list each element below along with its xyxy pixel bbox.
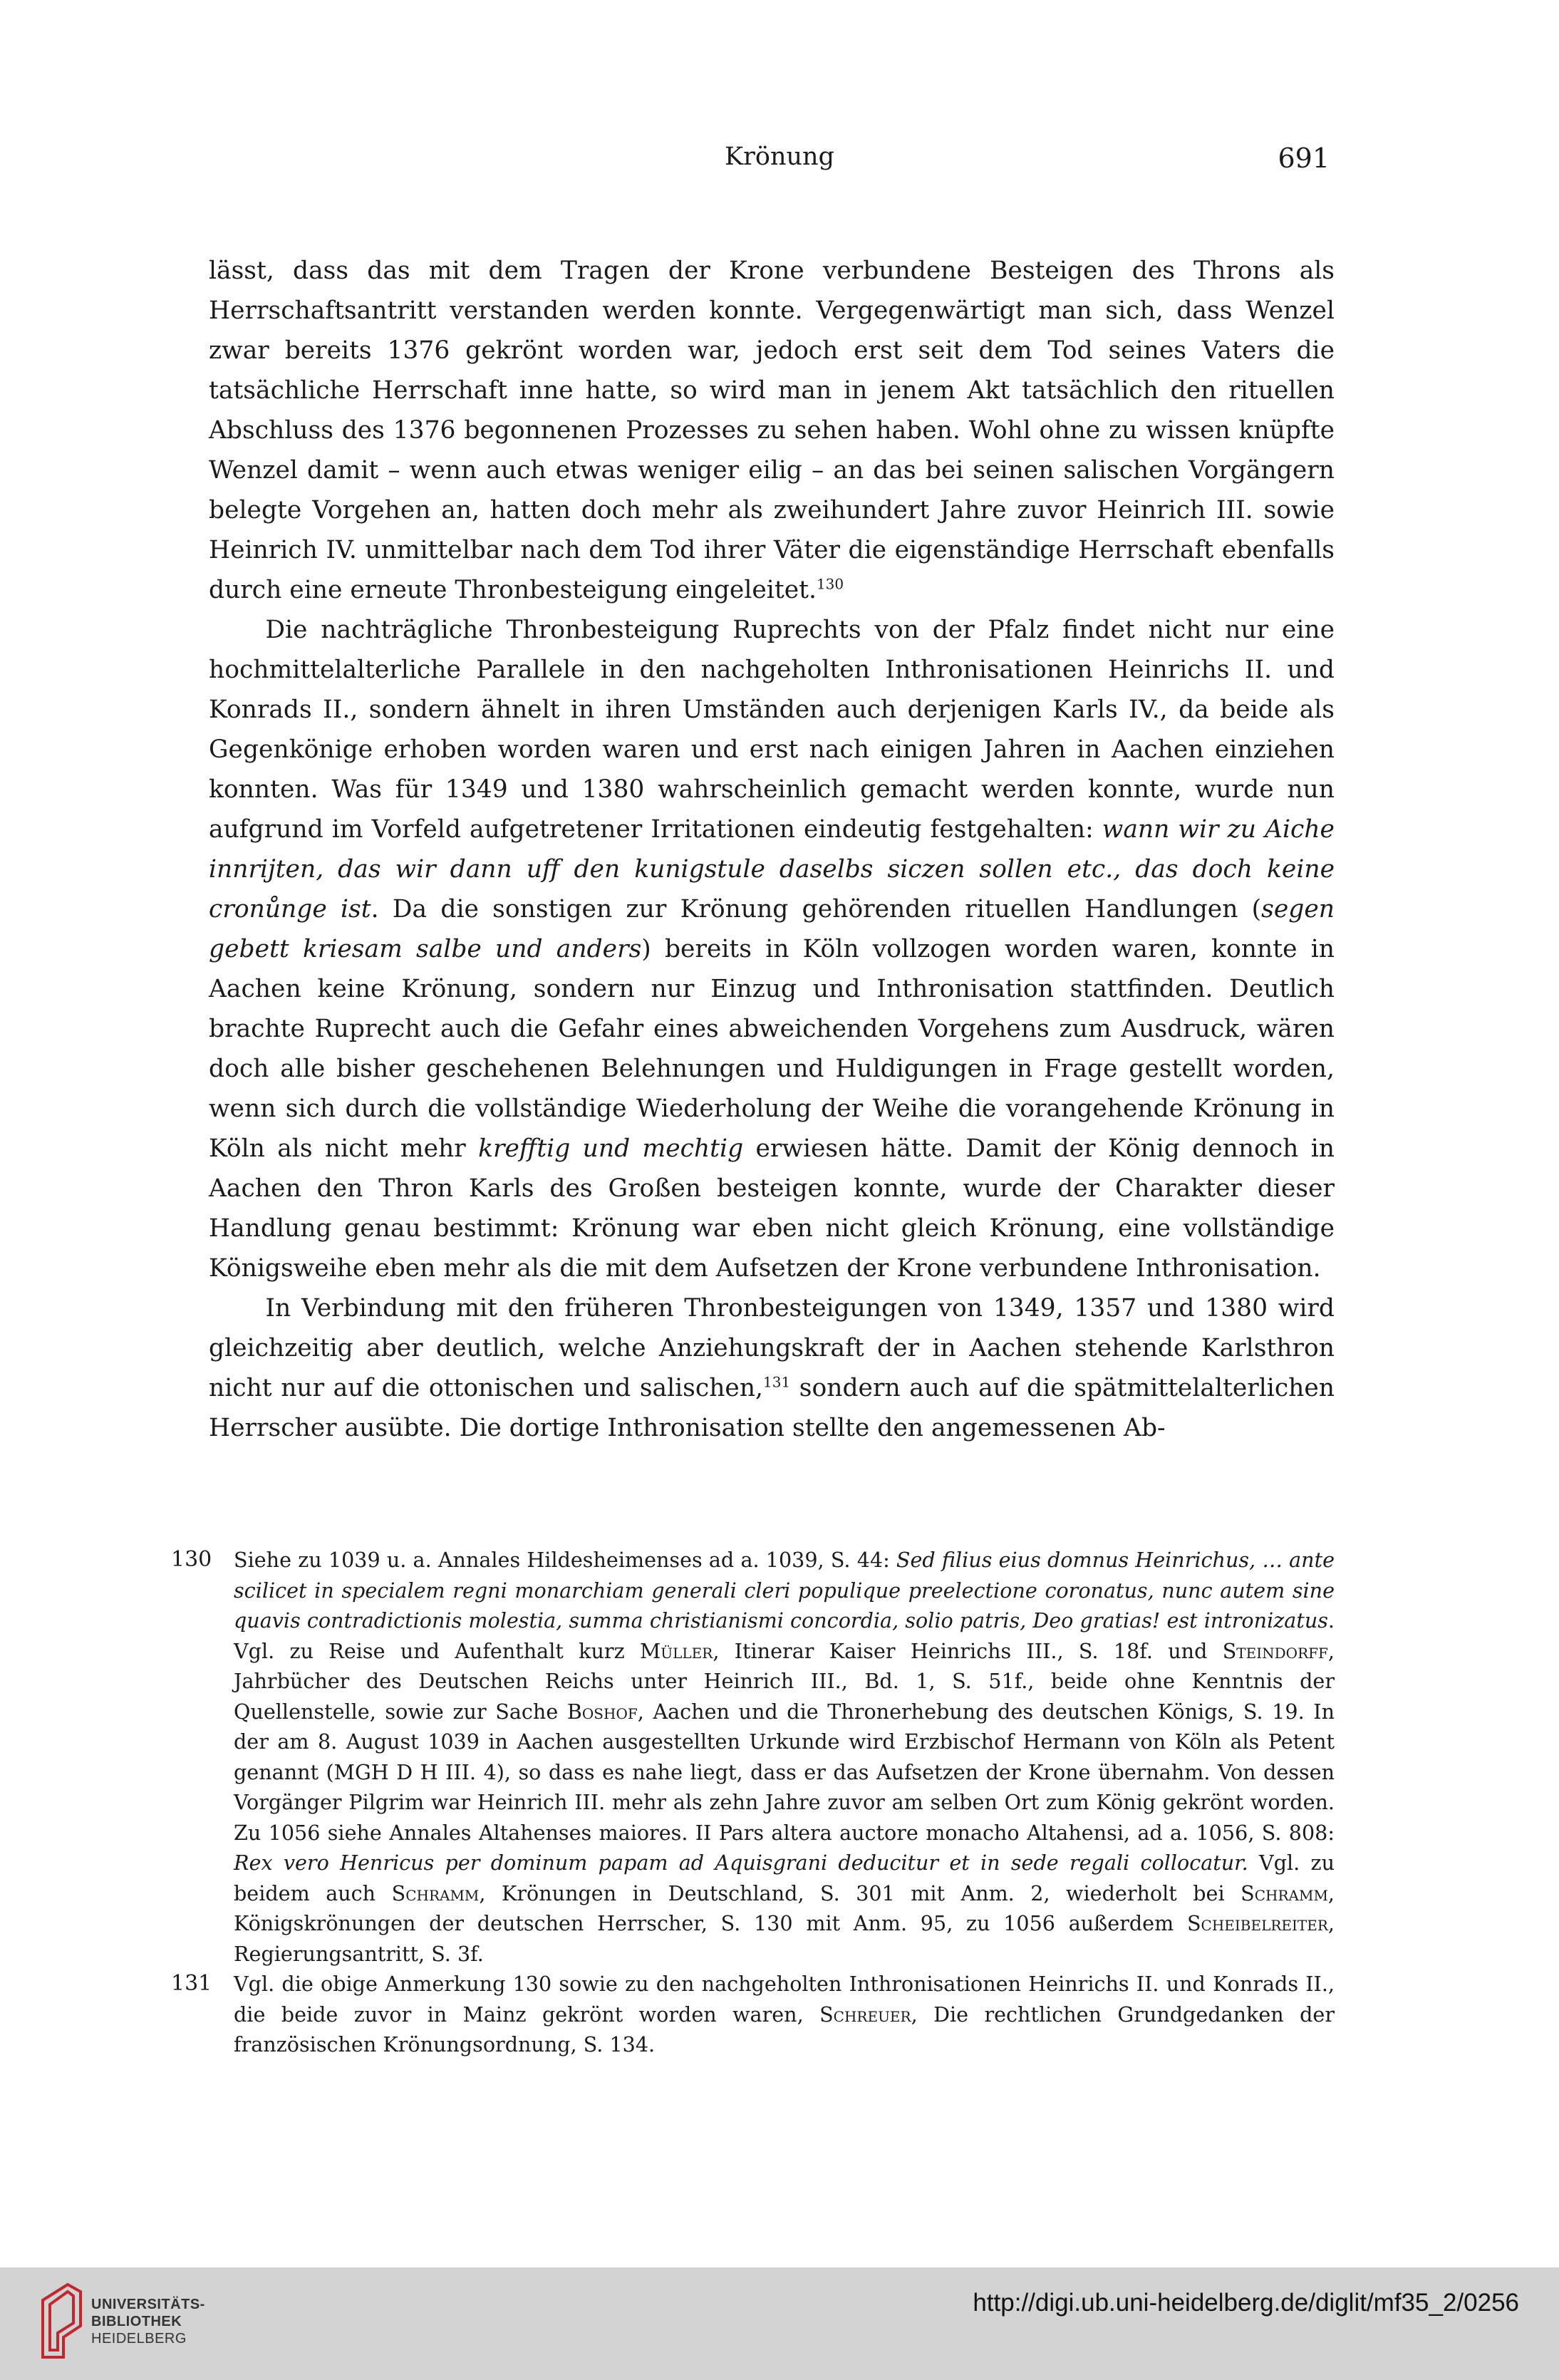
footnote-text [234,1969,1335,2060]
text-run: . Vgl. zu Reise und Aufenthalt kurz [234,1608,1335,1663]
footnote [171,1969,1335,2060]
footnote-number: 131 [171,1971,212,1996]
page-header [0,143,1559,185]
text-run: krefftig und mechtig [478,1134,744,1163]
paragraph [209,610,1335,1288]
text-run: Siehe zu 1039 u. a. Annales Hildesheimenses ad a. 1039, S. 44: [234,1548,896,1572]
text-run: sondern auch auf die spätmittelalterlichen Herrscher ausübte. Die dortige Inthronisation stellte den angemessenen Ab- [209,1374,1335,1442]
text-run: , Königskrönungen der deutschen Herrscher, S. 130 mit Anm. 95, zu 1056 außerdem [234,1880,1335,1935]
text-run: Rex vero Henricus per dominum papam ad Aquisgrani deducitur et in sede regali collocatur. [234,1851,1248,1875]
logo-line: UNIVERSITÄTS- [91,2297,205,2312]
text-run: , Jahrbücher des Deutschen Reichs unter Heinrich III., Bd. 1, S. 51f., beide ohne Kenntnis der Quellenstelle, sowie zur Sache [234,1638,1335,1724]
text-run: Müller [639,1638,713,1663]
source-url-link[interactable]: http://digi.ub.uni-heidelberg.de/diglit/mf35_2/0256 [973,2289,1519,2317]
text-run: Die nachträgliche Thronbesteigung Ruprechts von der Pfalz findet nicht nur eine hochmittelalterliche Parallele in den nachgeholten Inthronisationen Heinrichs II. und Konrads II., sondern ähnelt in ihren Umständen auch derjenigen Karls IV., da beide als Gegenkönige erhoben worden waren und erst nach einigen Jahren in Aachen einziehen konnten. Was für 1349 und 1380 wahrscheinlich gemacht werden konnte, wurde nun aufgrund im Vorfeld aufgetretener Irritationen eindeutig festgehalten: [209,616,1335,844]
text-run: segen gebett kriesam salbe und anders [209,895,1335,963]
paragraph [209,1288,1335,1448]
library-logo-text [91,2296,205,2347]
text-run: Schramm [1241,1880,1328,1905]
logo-line: BIBLIOTHEK [91,2314,182,2329]
text-run: Schreuer [819,2002,911,2027]
text-run: , Krönungen in Deutschland, S. 301 mit Anm. 2, wiederholt bei [479,1880,1241,1905]
text-run: Vgl. die obige Anmerkung 130 sowie zu den nachgeholten Inthronisationen Heinrichs II. und Konrads II., die beide zuvor in Mainz gekrönt worden waren, [234,1972,1335,2027]
text-run: Scheibelreiter [1186,1911,1328,1935]
logo-mark-shape [43,2285,81,2357]
text-run: Steindorff [1222,1638,1328,1663]
page-number: 691 [1278,143,1330,174]
footnote-text [234,1545,1335,1969]
text-run: . Da die sonstigen zur Krönung gehörenden rituellen Handlungen ( [371,895,1262,923]
text-run: , Die rechtlichen Grundgedanken der französischen Krönungsordnung, S. 134. [234,2002,1335,2056]
text-run: erwiesen hätte. Damit der König dennoch in Aachen den Thron Karls des Großen besteigen konnte, wurde der Charakter dieser Handlung genau bestimmt: Krönung war eben nicht gleich Krönung, eine vollständige Königsweihe eben mehr als die mit dem Aufsetzen der Krone verbundene Inthronisation. [209,1134,1335,1283]
running-title: Krönung [725,143,834,171]
text-run: Sed filius eius domnus Heinrichus, … ante scilicet in specialem regni monarchiam generali cleri populique preelectione coronatus, nunc autem sine quavis contradictionis molestia, summa christianismi concordia, solio patris, Deo gratias! est intronizatus [234,1548,1335,1633]
logo-line: HEIDELBERG [91,2331,187,2347]
footnote [171,1545,1335,1969]
paragraph [209,251,1335,610]
text-run: Vgl. zu beidem auch [234,1851,1335,1905]
text-run: lässt, dass das mit dem Tragen der Krone verbundene Besteigen des Throns als Herrschaftsantritt verstanden werden konnte. Vergegenwärtigt man sich, dass Wenzel zwar bereits 1376 gekrönt worden war, jedoch erst seit dem Tod seines Vaters die tatsächliche Herrschaft inne hatte, so wird man in jenem Akt tatsächlich den rituellen Abschluss des 1376 begonnenen Prozesses zu sehen haben. Wohl ohne zu wissen knüpfte Wenzel damit – wenn auch etwas weniger eilig – an das bei seinen salischen Vorgängern belegte Vorgehen an, hatten doch mehr als zweihundert Jahre zuvor Heinrich III. sowie Heinrich IV. unmittelbar nach dem Tod ihrer Väter die eigenständige Herrschaft ebenfalls durch eine erneute Thronbesteigung eingeleitet. [209,257,1335,604]
library-logo-icon [39,2282,83,2360]
text-run: , Regierungsantritt, S. 3f. [234,1911,1335,1966]
footnote-reference: 131 [763,1373,791,1391]
main-text [209,251,1335,1448]
footnotes [171,1545,1335,2060]
footnote-reference: 130 [816,575,844,593]
text-run: wann wir zu Aiche innrijten, das wir dann uff den kunigstule daselbs siczen sollen etc., das doch keine cronůnge ist [209,815,1335,923]
text-run: In Verbindung mit den früheren Thronbesteigungen von 1349, 1357 und 1380 wird gleichzeitig aber deutlich, welche Anziehungskraft der in Aachen stehende Karlsthron nicht nur auf die ottonischen und salischen, [209,1294,1335,1402]
text-run: Schramm [391,1880,480,1905]
footnote-number: 130 [171,1547,212,1572]
text-run: ) bereits in Köln vollzogen worden waren, konnte in Aachen keine Krönung, sondern nur Einzug und Inthronisation stattfinden. Deutlich brachte Ruprecht auch die Gefahr eines abweichenden Vorgehens zum Ausdruck, wären doch alle bisher geschehenen Belehnungen und Huldigungen in Frage gestellt worden, wenn sich durch die vollständige Wiederholung der Weihe die vorangehende Krönung in Köln als nicht mehr [209,935,1335,1163]
text-run: , Itinerar Kaiser Heinrichs III., S. 18f. und [713,1638,1223,1663]
footer-bar [0,2267,1559,2380]
text-run: , Aachen und die Thronerhebung des deutschen Königs, S. 19. In der am 8. August 1039 in Aachen ausgestellten Urkunde wird Erzbischof Hermann von Köln als Petent genannt (MGH D H III. 4), so dass es nahe liegt, dass er das Aufsetzen der Krone übernahm. Von dessen Vorgänger Pilgrim war Heinrich III. mehr als zehn Jahre zuvor am selben Ort zum König gekrönt worden. Zu 1056 siehe Annales Altahenses maiores. II Pars altera auctore monacho Altahensi, ad a. 1056, S. 808: [234,1699,1335,1845]
text-run: Boshof [566,1699,638,1724]
